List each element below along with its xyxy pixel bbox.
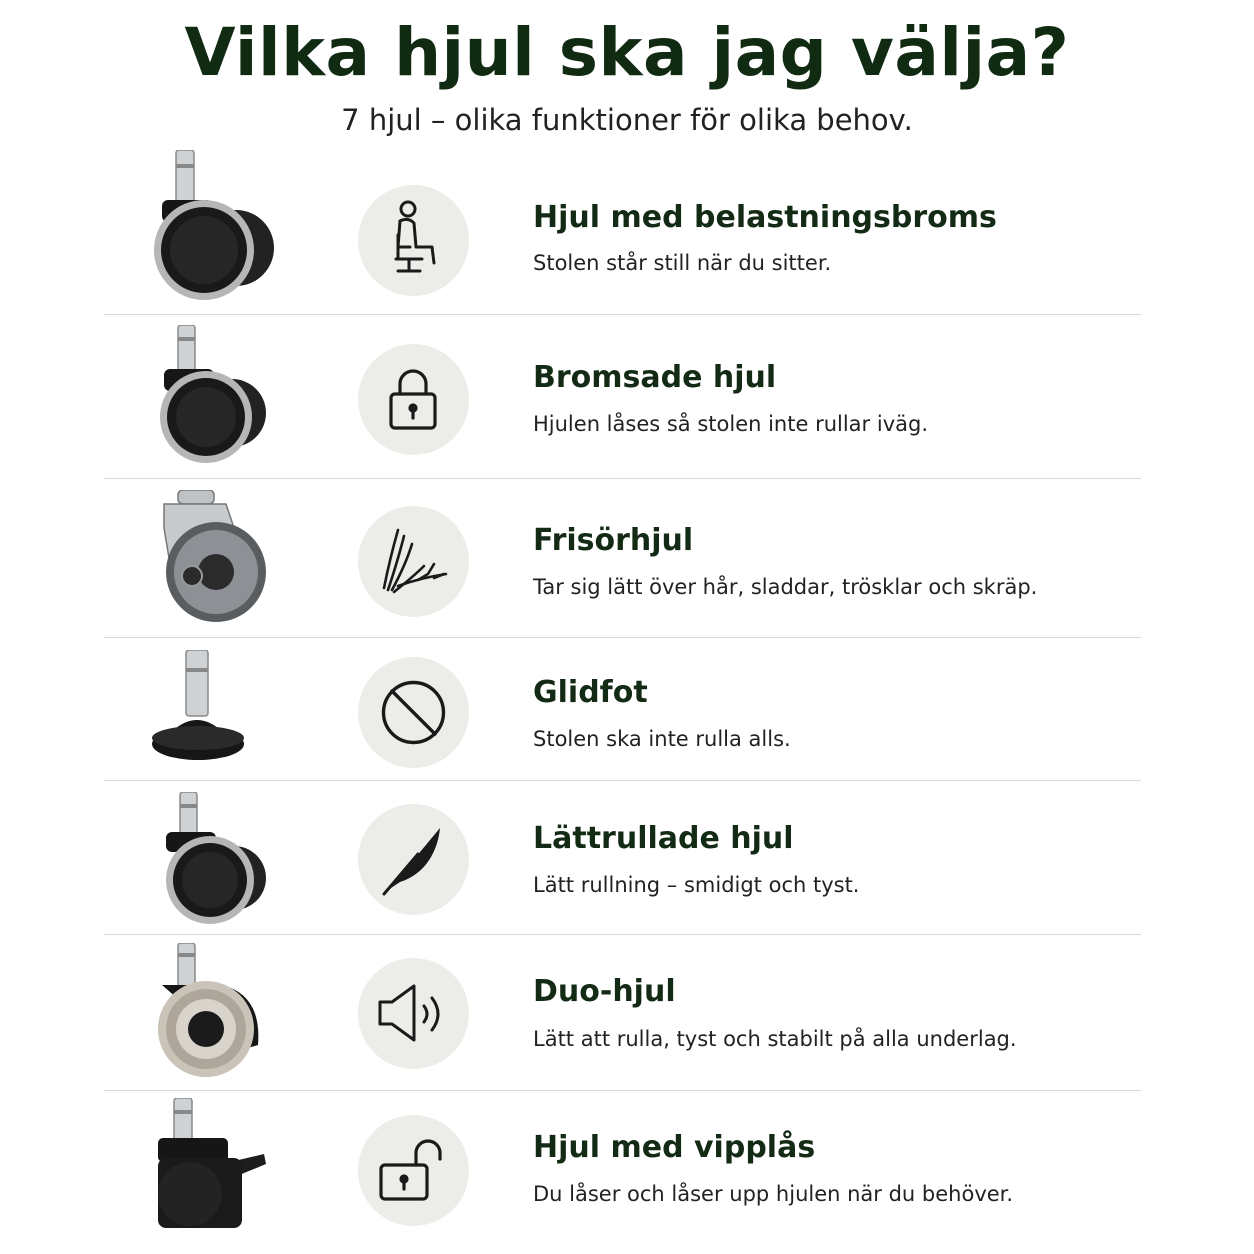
divider (104, 314, 1141, 315)
item-description: Hjulen låses så stolen inte rullar iväg. (533, 412, 929, 436)
item-title: Frisörhjul (533, 523, 694, 558)
unlock-icon (358, 1115, 469, 1226)
page-title: Vilka hjul ska jag välja? (184, 14, 1070, 91)
item-description: Du låser och låser upp hjulen när du behöver. (533, 1182, 1014, 1206)
item-description: Stolen ska inte rulla alls. (533, 727, 791, 751)
caster-wheel-image (140, 150, 280, 305)
divider (104, 934, 1141, 935)
caster-wheel-image (140, 325, 280, 467)
lever-lock-caster-image (140, 1098, 280, 1238)
item-title: Hjul med vipplås (533, 1130, 816, 1165)
bolt-hole-caster-image (140, 490, 280, 632)
no-entry-icon (358, 657, 469, 768)
hair-icon (358, 506, 469, 617)
divider (104, 478, 1141, 479)
item-title: Duo-hjul (533, 974, 676, 1009)
sitting-person-icon (358, 185, 469, 296)
duo-caster-image (140, 943, 280, 1083)
item-title: Hjul med belastningsbroms (533, 200, 997, 235)
item-description: Lätt rullning – smidigt och tyst. (533, 873, 860, 897)
item-title: Lättrullade hjul (533, 821, 794, 856)
item-title: Bromsade hjul (533, 360, 777, 395)
item-description: Lätt att rulla, tyst och stabilt på alla underlag. (533, 1027, 1017, 1051)
item-title: Glidfot (533, 675, 648, 710)
feather-icon (358, 804, 469, 915)
speaker-icon (358, 958, 469, 1069)
item-description: Tar sig lätt över hår, sladdar, trösklar och skräp. (533, 575, 1038, 599)
lock-icon (358, 344, 469, 455)
page-subtitle: 7 hjul – olika funktioner för olika behov. (341, 103, 913, 137)
item-description: Stolen står still när du sitter. (533, 251, 832, 275)
divider (104, 637, 1141, 638)
glide-foot-image (140, 650, 280, 764)
caster-wheel-image (140, 792, 280, 927)
divider (104, 1090, 1141, 1091)
divider (104, 780, 1141, 781)
